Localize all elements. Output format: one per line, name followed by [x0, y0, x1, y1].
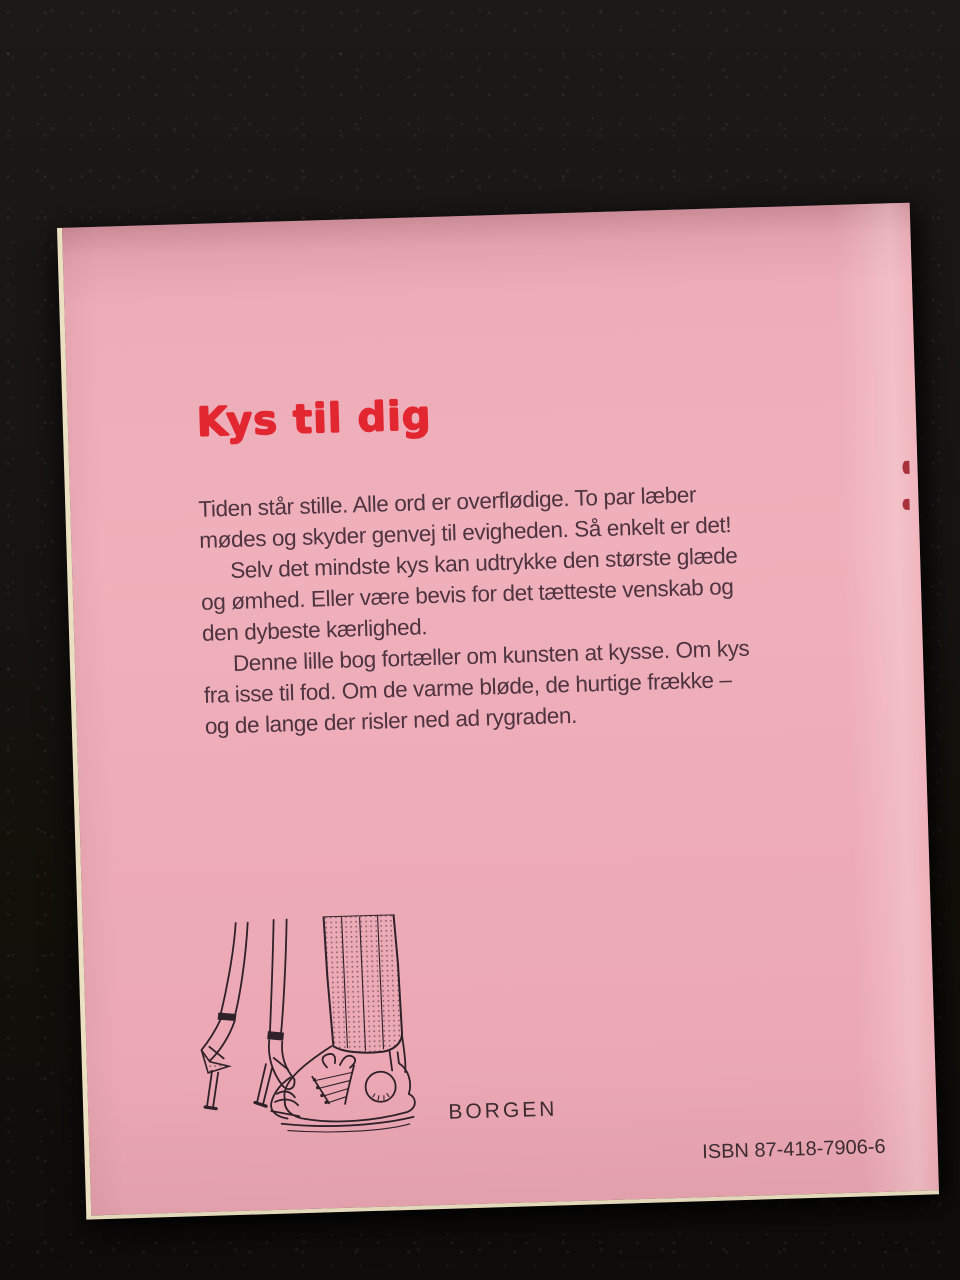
- feet-illustration: [190, 913, 447, 1145]
- body-text-line: Tiden står stille. Alle ord er overflødige. To par læber: [198, 482, 697, 522]
- body-text-line: Denne lille bog fortæller om kunsten at kysse. Om kys: [232, 635, 750, 676]
- body-text-line: Selv det mindste kys kan udtrykke den største glæde: [229, 542, 738, 584]
- body-text-line: mødes og skyder genvej til evigheden. Så enkelt er det!: [198, 512, 732, 553]
- red-ink-speck: [902, 461, 909, 474]
- isbn-number: ISBN 87-418-7906-6: [701, 1135, 886, 1164]
- book-back-cover: [57, 203, 939, 1220]
- ground-lines: [282, 1117, 414, 1134]
- body-text-line: fra isse til fod. Om de varme bløde, de hurtige frække –: [203, 667, 732, 708]
- body-text-line: den dybeste kærlighed.: [201, 614, 428, 646]
- man-trouser-legs: [324, 914, 406, 1074]
- man-sneaker: [269, 1044, 415, 1124]
- body-text-line: og de lange der risler ned ad rygraden.: [204, 702, 578, 739]
- body-text-line: og ømhed. Eller være bevis for det tætteste venskab og: [200, 574, 734, 615]
- body-text: [198, 476, 825, 742]
- book-title: Kys til dig: [196, 392, 433, 446]
- woman-legs: [198, 919, 296, 1109]
- red-ink-speck: [902, 499, 909, 510]
- publisher-name: BORGEN: [448, 1097, 558, 1124]
